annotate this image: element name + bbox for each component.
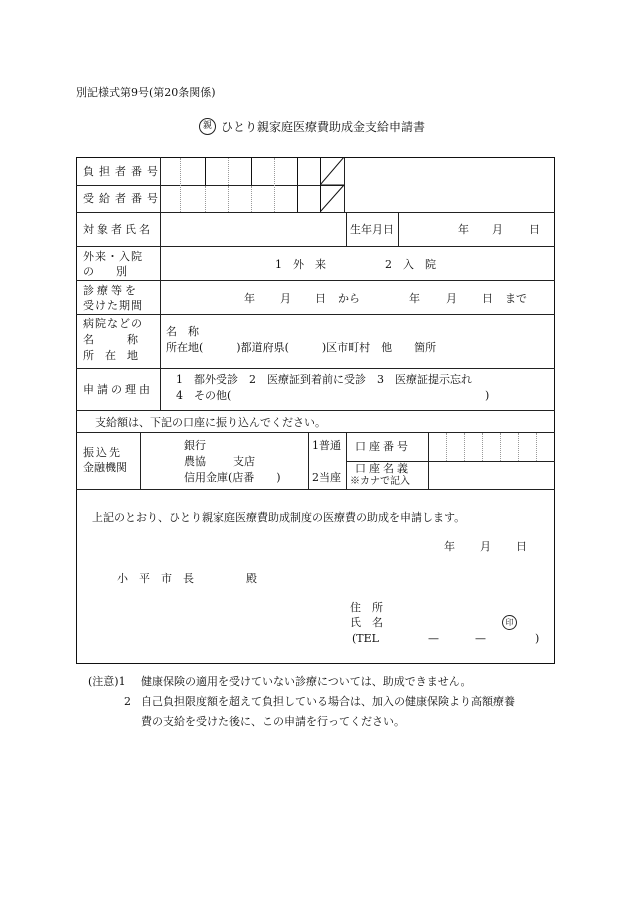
form-reference: 別記様式第9号(第20条関係) xyxy=(76,86,216,99)
tel-label: (TEL xyxy=(352,632,379,645)
tel-close-paren: ) xyxy=(535,632,540,645)
reason-label: 申請の理由 xyxy=(83,383,153,396)
bank-label-1: 振込先 xyxy=(83,446,122,459)
declaration-text: 上記のとおり、ひとり親家庭医療費助成制度の医療費の助成を申請します。 xyxy=(92,511,466,524)
birth-year: 年 xyxy=(458,223,469,236)
bank-type-agri: 農協 xyxy=(184,455,206,468)
hospital-label-3: 所 在 地 xyxy=(83,349,138,362)
applicant-address-label: 住 所 xyxy=(350,601,383,614)
reason-line-2: 4 その他( xyxy=(176,389,232,402)
tel-dash-1: — xyxy=(428,632,439,645)
hospital-label-1: 病院などの xyxy=(83,317,143,330)
period-m1: 月 xyxy=(280,292,291,305)
period-d1: 日 xyxy=(315,292,326,305)
visit-type-label-1: 外来・入院 xyxy=(83,250,143,263)
account-type-ordinary: 1普通 xyxy=(312,439,341,452)
birth-date-label: 生年月日 xyxy=(350,223,394,236)
visit-option-outpatient: 1 外 来 xyxy=(275,258,326,271)
transfer-note: 支給額は、下記の口座に振り込んでください。 xyxy=(95,416,326,429)
kana-note: ※カナで記入 xyxy=(350,476,410,487)
hospital-label-2: 名 称 xyxy=(83,333,138,346)
hospital-address-label: 所在地( )都道府県( )区市町村 他 箇所 xyxy=(166,341,437,354)
notes-prefix: (注意)1 xyxy=(88,675,126,688)
bank-type-credit: 信用金庫(店番 ) xyxy=(184,471,281,484)
subject-name-label: 対象者氏名 xyxy=(83,223,153,236)
declaration-year: 年 xyxy=(444,540,455,553)
hospital-name-label: 名 称 xyxy=(166,325,199,338)
bank-branch: 支店 xyxy=(233,455,255,468)
note-2-line-2: 費の支給を受けた後に、この申請を行ってください。 xyxy=(141,715,405,728)
bank-type-bank: 銀行 xyxy=(184,439,206,452)
period-d2: 日 xyxy=(482,292,493,305)
period-y1: 年 xyxy=(244,292,255,305)
period-to: まで xyxy=(505,292,527,305)
tel-dash-2: — xyxy=(475,632,486,645)
title-circle-mark: 親 xyxy=(199,118,216,135)
declaration-month: 月 xyxy=(480,540,491,553)
honorific: 殿 xyxy=(246,572,257,585)
note-2-line-1: 自己負担限度額を超えて負担している場合は、加入の健康保険より高額療養 xyxy=(141,695,515,708)
visit-type-label-2: の 別 xyxy=(83,265,127,278)
applicant-name-label: 氏 名 xyxy=(350,616,383,629)
reason-line-1: 1 都外受診 2 医療証到着前に受診 3 医療証提示忘れ xyxy=(176,373,472,386)
birth-day: 日 xyxy=(529,223,540,236)
period-label-2: 受けた期間 xyxy=(83,299,143,312)
account-number-label: 口座番号 xyxy=(355,440,411,453)
mayor-label: 小 平 市 長 xyxy=(117,572,194,585)
recipient-number-label: 受給者番号 xyxy=(83,192,163,205)
bank-label-2: 金融機関 xyxy=(83,461,127,474)
note-2-number: 2 xyxy=(124,695,131,708)
page-title: ひとり親家庭医療費助成金支給申請書 xyxy=(221,120,426,134)
period-from: から xyxy=(338,292,360,305)
period-label-1: 診療等を xyxy=(83,284,139,297)
diagonal-slash-1 xyxy=(320,157,345,213)
declaration-day: 日 xyxy=(516,540,527,553)
period-y2: 年 xyxy=(409,292,420,305)
note-1: 健康保険の適用を受けていない診療については、助成できません。 xyxy=(141,675,472,688)
visit-option-inpatient: 2 入 院 xyxy=(385,258,436,271)
seal-icon: 印 xyxy=(502,615,517,630)
payer-number-label: 負担者番号 xyxy=(83,165,163,178)
period-m2: 月 xyxy=(446,292,457,305)
account-type-current: 2当座 xyxy=(312,471,341,484)
reason-close-paren: ) xyxy=(485,389,490,402)
account-name-label: 口座名義 xyxy=(355,462,411,475)
birth-month: 月 xyxy=(492,223,503,236)
